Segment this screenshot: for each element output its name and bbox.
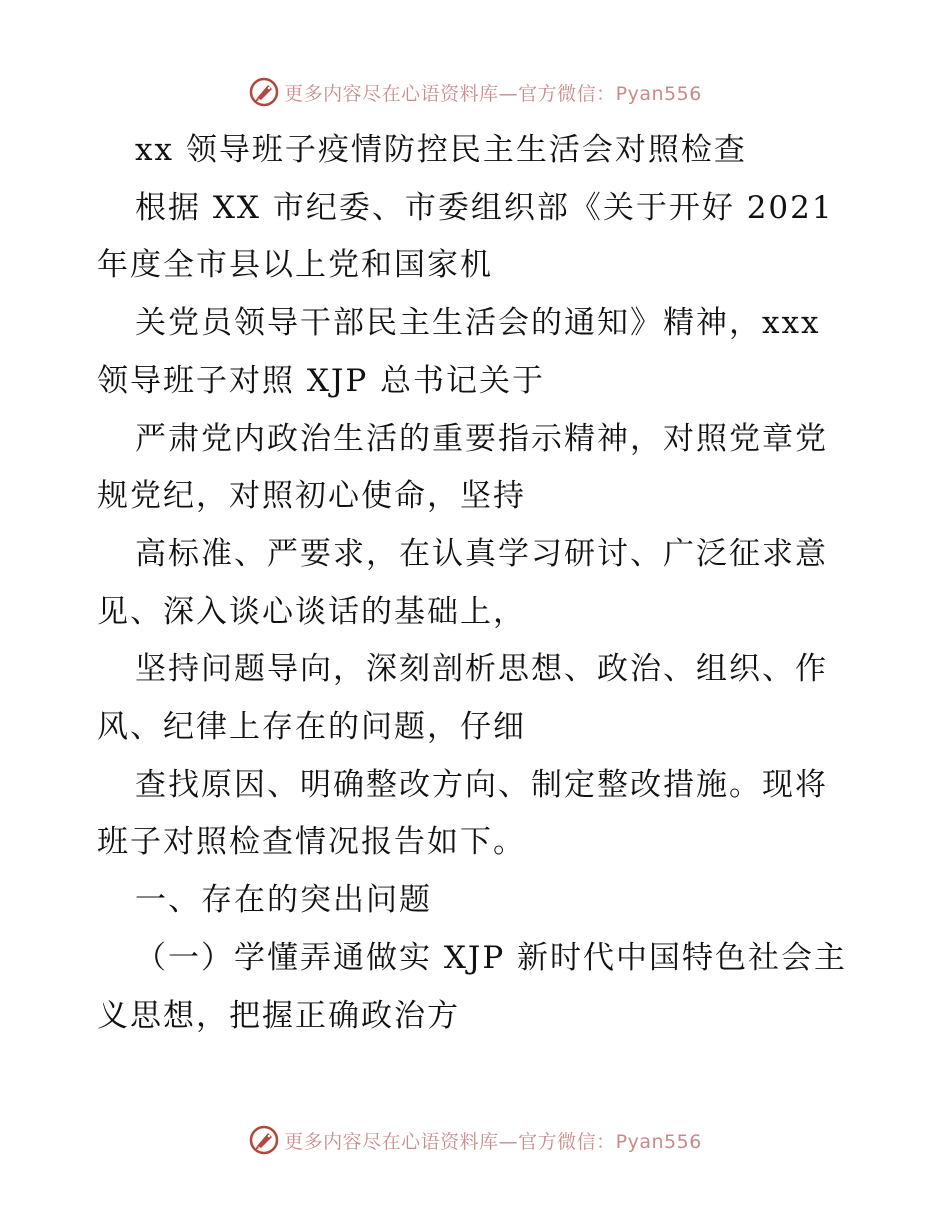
watermark-text: 更多内容尽在心语资料库—官方微信：Pyan556 [284, 82, 702, 105]
paragraph-line: 根据 XX 市纪委、市委组织部《关于开好 2021 年度全市县以上党和国家机 [97, 189, 846, 284]
watermark-banner-bottom [0, 1120, 950, 1160]
watermark-banner-top [0, 72, 950, 112]
paragraph-line: 查找原因、明确整改方向、制定整改措施。现将班子对照检查情况报告如下。 [97, 766, 828, 861]
paragraph-line: 关党员领导干部民主生活会的通知》精神，xxx 领导班子对照 XJP 总书记关于 [97, 305, 833, 399]
paragraph-line: 严肃党内政治生活的重要指示精神，对照党章党规党纪，对照初心使命，坚持 [97, 420, 828, 515]
document-title: xx 领导班子疫情防控民主生活会对照检查 [135, 132, 747, 168]
paragraph-line: 坚持问题导向，深刻剖析思想、政治、组织、作风、纪律上存在的问题，仔细 [97, 651, 828, 746]
subsection-heading: （一）学懂弄通做实 XJP 新时代中国特色社会主义思想，把握正确政治方 [97, 939, 848, 1034]
pen-nib-seal-icon [248, 76, 280, 108]
document-body [97, 122, 857, 1045]
section-heading: 一、存在的突出问题 [135, 882, 432, 919]
watermark-text: 更多内容尽在心语资料库—官方微信：Pyan556 [284, 1130, 702, 1153]
paragraph-line: 高标准、严要求，在认真学习研讨、广泛征求意见、深入谈心谈话的基础上， [97, 535, 828, 630]
pen-nib-seal-icon [248, 1124, 280, 1156]
